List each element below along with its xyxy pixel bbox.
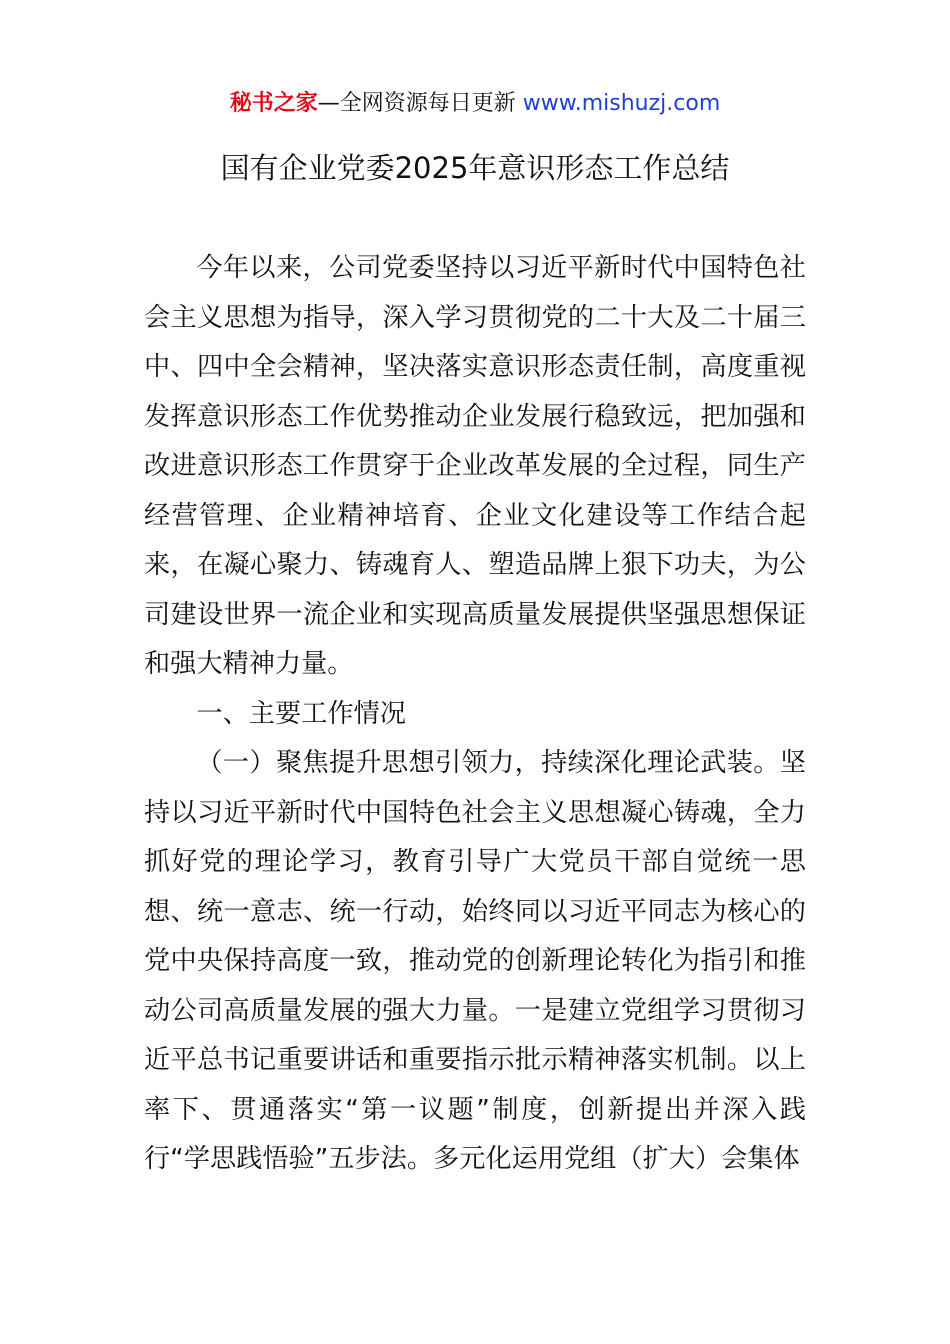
document-title: 国有企业党委2025年意识形态工作总结 [220,151,730,185]
document-body [144,244,806,1185]
site-url-link[interactable]: www.mishuzj.com [522,91,721,116]
brand-name: 秘书之家 [229,91,318,116]
site-banner [0,88,950,120]
section-paragraph: （一）聚焦提升思想引领力，持续深化理论武装。坚持以习近平新时代中国特色社会主义思想凝心铸魂，全力抓好党的理论学习，教育引导广大党员干部自觉统一思想、统一意志、统一行动，始终同以习近平同志为核心的党中央保持高度一致，推动党的创新理论转化为指引和推动公司高质量发展的强大力量。一是建立党组学习贯彻习近平总书记重要讲话和重要指示批示精神落实机制。以上率下、贯通落实“第一议题”制度，创新提出并深入践行“学思践悟验”五步法。多元化运用党组（扩大）会集体 [144,748,806,1174]
intro-paragraph: 今年以来，公司党委坚持以习近平新时代中国特色社会主义思想为指导，深入学习贯彻党的二十大及二十届三中、四中全会精神，坚决落实意识形态责任制，高度重视发挥意识形态工作优势推动企业发展行稳致远，把加强和改进意识形态工作贯穿于企业改革发展的全过程，同生产经营管理、企业精神培育、企业文化建设等工作结合起来，在凝心聚力、铸魂育人、塑造品牌上狠下功夫，为公司建设世界一流企业和实现高质量发展提供坚强思想保证和强大精神力量。 [144,253,806,679]
banner-tagline: —全网资源每日更新 [317,91,523,116]
section-heading: 一、主要工作情况 [196,698,406,729]
